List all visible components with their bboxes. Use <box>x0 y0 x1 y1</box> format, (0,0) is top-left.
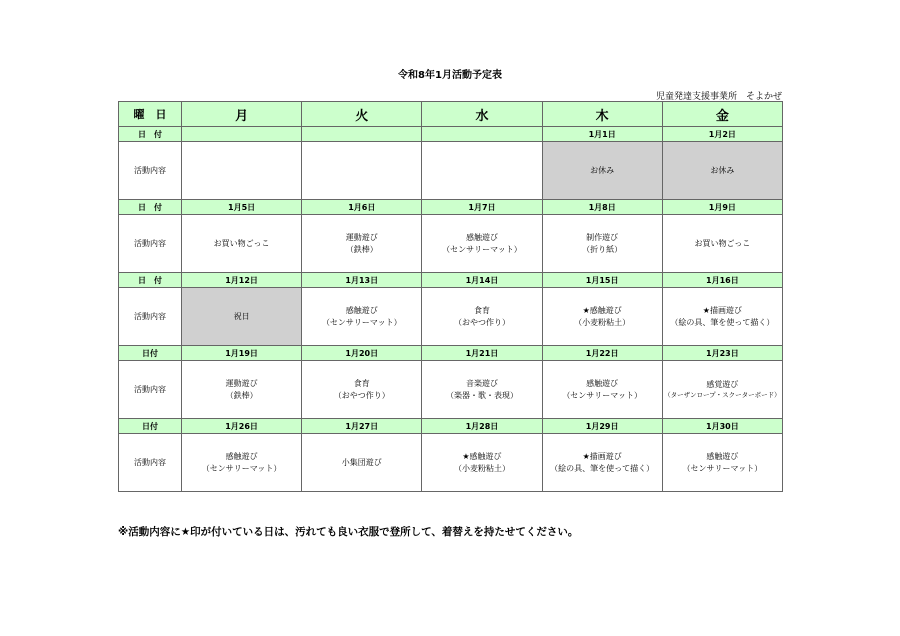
weekday-wed: 水 <box>422 102 542 127</box>
date-cell: 1月15日 <box>542 273 662 288</box>
date-cell: 1月23日 <box>662 346 782 361</box>
date-row <box>119 419 783 434</box>
activity-title: 感触遊び <box>225 451 258 461</box>
date-cell: 1月28日 <box>422 419 542 434</box>
activity-label: 活動内容 <box>119 361 182 419</box>
activity-title: ★描画遊び <box>702 305 742 315</box>
page-title: 令和8年1月活動予定表 <box>398 70 502 81</box>
activity-row <box>119 288 783 346</box>
date-cell: 1月16日 <box>662 273 782 288</box>
activity-title: 感触遊び <box>465 232 498 242</box>
activity-detail: （鉄棒） <box>345 244 378 254</box>
activity-cell <box>302 215 422 273</box>
activity-cell <box>302 434 422 492</box>
date-cell: 1月26日 <box>182 419 302 434</box>
activity-title: 感覚遊び <box>706 379 739 389</box>
date-cell: 1月22日 <box>542 346 662 361</box>
activity-row <box>119 142 783 200</box>
activity-cell <box>422 142 542 200</box>
date-cell: 1月1日 <box>542 127 662 142</box>
activity-title: 感触遊び <box>345 305 378 315</box>
activity-detail: （センサリーマット） <box>442 244 522 254</box>
date-row <box>119 273 783 288</box>
activity-cell <box>662 288 782 346</box>
activity-detail: （センサリーマット） <box>562 390 642 400</box>
activity-cell <box>182 142 302 200</box>
activity-cell <box>302 142 422 200</box>
activity-cell <box>182 288 302 346</box>
date-label: 日 付 <box>119 273 182 288</box>
date-cell <box>302 127 422 142</box>
activity-title: お買い物ごっこ <box>213 238 270 248</box>
date-cell: 1月5日 <box>182 200 302 215</box>
date-cell: 1月21日 <box>422 346 542 361</box>
date-label: 日付 <box>119 419 182 434</box>
date-label: 日 付 <box>119 200 182 215</box>
activity-cell <box>422 288 542 346</box>
activity-title: 食育 <box>473 305 490 315</box>
date-cell: 1月27日 <box>302 419 422 434</box>
activity-cell <box>302 288 422 346</box>
activity-title: お休み <box>710 165 735 175</box>
date-label: 日 付 <box>119 127 182 142</box>
activity-title: 運動遊び <box>345 232 378 242</box>
activity-cell <box>662 142 782 200</box>
activity-detail: （センサリーマット） <box>201 463 282 473</box>
activity-detail: （小麦粉粘土） <box>453 463 510 473</box>
date-cell: 1月7日 <box>422 200 542 215</box>
activity-cell <box>662 215 782 273</box>
activity-title: 感触遊び <box>706 451 739 461</box>
weekday-thu: 木 <box>542 102 662 127</box>
date-cell: 1月29日 <box>542 419 662 434</box>
activity-detail: （センサリーマット） <box>321 317 402 327</box>
date-cell: 1月14日 <box>422 273 542 288</box>
activity-label: 活動内容 <box>119 215 182 273</box>
activity-cell <box>182 361 302 419</box>
date-row <box>119 127 783 142</box>
activity-cell <box>662 434 782 492</box>
date-cell: 1月2日 <box>662 127 782 142</box>
activity-cell <box>542 142 662 200</box>
activity-cell <box>542 434 662 492</box>
activity-detail: （折り紙） <box>582 244 623 254</box>
date-cell: 1月8日 <box>542 200 662 215</box>
date-cell: 1月6日 <box>302 200 422 215</box>
weekday-mon: 月 <box>182 102 302 127</box>
activity-title: お休み <box>590 165 615 175</box>
activity-title: 小集団遊び <box>341 457 382 467</box>
activity-detail: （絵の具、筆を使って描く） <box>550 463 655 473</box>
date-cell: 1月30日 <box>662 419 782 434</box>
activity-title: お買い物ごっこ <box>694 238 751 248</box>
activity-detail: （おやつ作り） <box>333 390 390 400</box>
activity-cell <box>662 361 782 419</box>
date-cell: 1月9日 <box>662 200 782 215</box>
activity-title: ★感触遊び <box>582 305 622 315</box>
activity-detail: （絵の具、筆を使って描く） <box>670 317 775 327</box>
date-row <box>119 200 783 215</box>
date-row <box>119 346 783 361</box>
activity-label: 活動内容 <box>119 142 182 200</box>
footnote: ※活動内容に★印が付いている日は、汚れても良い衣服で登所して、着替えを持たせてください。 <box>118 526 579 538</box>
activity-detail: （センサリーマット） <box>682 463 763 473</box>
activity-title: ★描画遊び <box>582 451 622 461</box>
activity-title: ★感触遊び <box>462 451 502 461</box>
date-cell <box>182 127 302 142</box>
date-cell: 1月13日 <box>302 273 422 288</box>
activity-label: 活動内容 <box>119 434 182 492</box>
activity-title: 祝日 <box>233 311 250 321</box>
activity-cell <box>542 215 662 273</box>
activity-label: 活動内容 <box>119 288 182 346</box>
activity-title: 食育 <box>353 378 370 388</box>
schedule-table <box>118 101 783 492</box>
activity-cell <box>422 361 542 419</box>
activity-detail: （楽器・歌・表現） <box>445 390 518 400</box>
activity-title: 感触遊び <box>586 378 619 388</box>
date-cell <box>422 127 542 142</box>
activity-cell <box>182 215 302 273</box>
weekday-header-row <box>119 102 783 127</box>
activity-cell <box>422 215 542 273</box>
office-name: 児童発達支援事業所 そよかぜ <box>655 92 782 102</box>
weekday-label: 曜 日 <box>119 102 182 127</box>
activity-title: 制作遊び <box>586 232 619 242</box>
activity-row <box>119 215 783 273</box>
activity-cell <box>182 434 302 492</box>
weekday-tue: 火 <box>302 102 422 127</box>
activity-detail: （鉄棒） <box>225 390 258 400</box>
date-cell: 1月12日 <box>182 273 302 288</box>
date-cell: 1月19日 <box>182 346 302 361</box>
activity-cell <box>542 361 662 419</box>
activity-row <box>119 361 783 419</box>
activity-title: 運動遊び <box>225 378 258 388</box>
activity-cell <box>422 434 542 492</box>
activity-row <box>119 434 783 492</box>
date-cell: 1月20日 <box>302 346 422 361</box>
activity-detail: （小麦粉粘土） <box>574 317 631 327</box>
activity-cell <box>542 288 662 346</box>
activity-detail: （ターザンロープ・スクーターボード） <box>664 390 781 399</box>
weekday-fri: 金 <box>662 102 782 127</box>
activity-title: 音楽遊び <box>465 378 498 388</box>
activity-cell <box>302 361 422 419</box>
date-label: 日付 <box>119 346 182 361</box>
activity-detail: （おやつ作り） <box>453 317 510 327</box>
